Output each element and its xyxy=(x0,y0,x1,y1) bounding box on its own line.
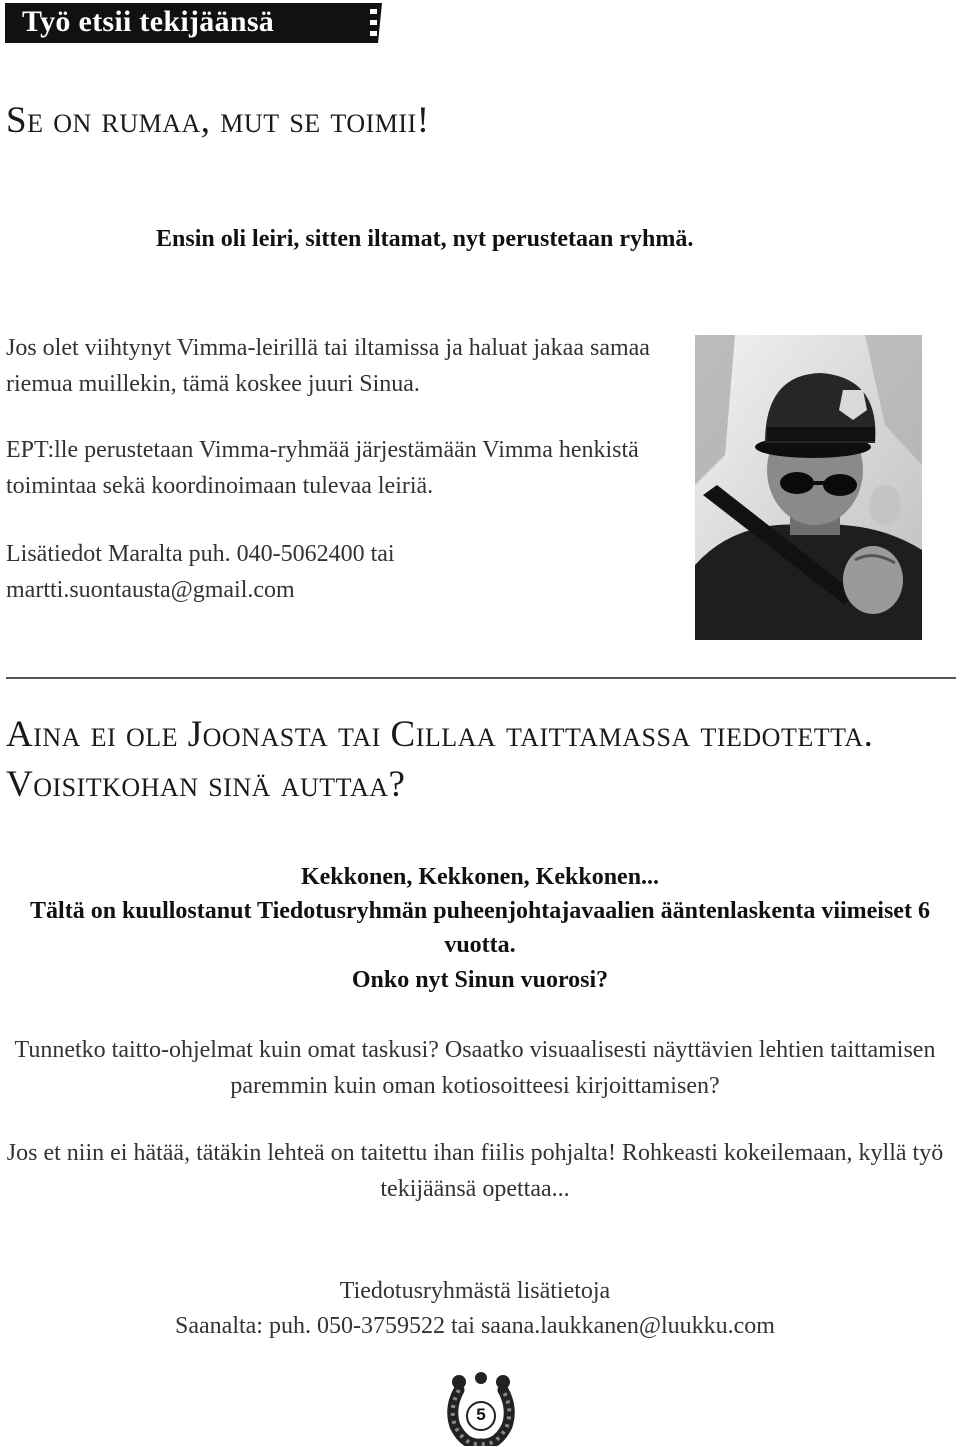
section1-paragraph-1: Jos olet viihtynyt Vimma-leirillä tai iltamissa ja haluat jakaa samaa riemua muillekin, tämä koskee juuri Sinua. xyxy=(6,335,650,397)
film-strip-icon xyxy=(352,3,388,43)
section1-subheading: Ensin oli leiri, sitten iltamat, nyt perustetaan ryhmä. xyxy=(156,226,694,252)
header-title: Työ etsii tekijäänsä xyxy=(22,5,275,38)
bold-line-3: Onko nyt Sinun vuorosi? xyxy=(351,967,609,993)
section2-paragraph-1: Tunnetko taitto-ohjelmat kuin omat taskusi? Osaatko visuaalisesti näyttävien lehtien taittamisen paremmin kuin oman kotiosoitteesi kirjoittamisen? xyxy=(14,1037,936,1099)
section2-heading-line1: Aina ei ole Joonasta tai Cillaa taittamassa tiedotetta. xyxy=(6,714,874,755)
police-officer-photo xyxy=(695,335,922,640)
section1-paragraph-3: Lisätiedot Maralta puh. 040-5062400 tai martti.suontausta@gmail.com xyxy=(6,541,395,603)
page-number: 5 xyxy=(476,1405,486,1424)
contact-line-2: Saanalta: puh. 050-3759522 tai saana.laukkanen@luukku.com xyxy=(175,1313,775,1339)
section-divider xyxy=(6,677,956,679)
contact-line-1: Tiedotusryhmästä lisätietoja xyxy=(339,1278,611,1304)
bold-line-1: Kekkonen, Kekkonen, Kekkonen... xyxy=(300,864,660,890)
section1-heading: Se on rumaa, mut se toimii! xyxy=(6,100,430,141)
section2-heading-line2: Voisitkohan sinä auttaa? xyxy=(6,764,406,805)
bold-line-2: Tältä on kuullostanut Tiedotusryhmän puheenjohtajavaalien ääntenlaskenta viimeiset 6 vuotta. xyxy=(30,898,930,958)
section1-paragraph-2: EPT:lle perustetaan Vimma-ryhmää järjestämään Vimma henkistä toimintaa sekä koordinoimaan tulevaa leiriä. xyxy=(6,437,639,499)
section2-paragraph-2: Jos et niin ei hätää, tätäkin lehteä on taitettu ihan fiilis pohjalta! Rohkeasti kokeilemaan, kyllä työ tekijäänsä opettaa... xyxy=(6,1140,944,1202)
section2-bold-block xyxy=(0,860,960,998)
